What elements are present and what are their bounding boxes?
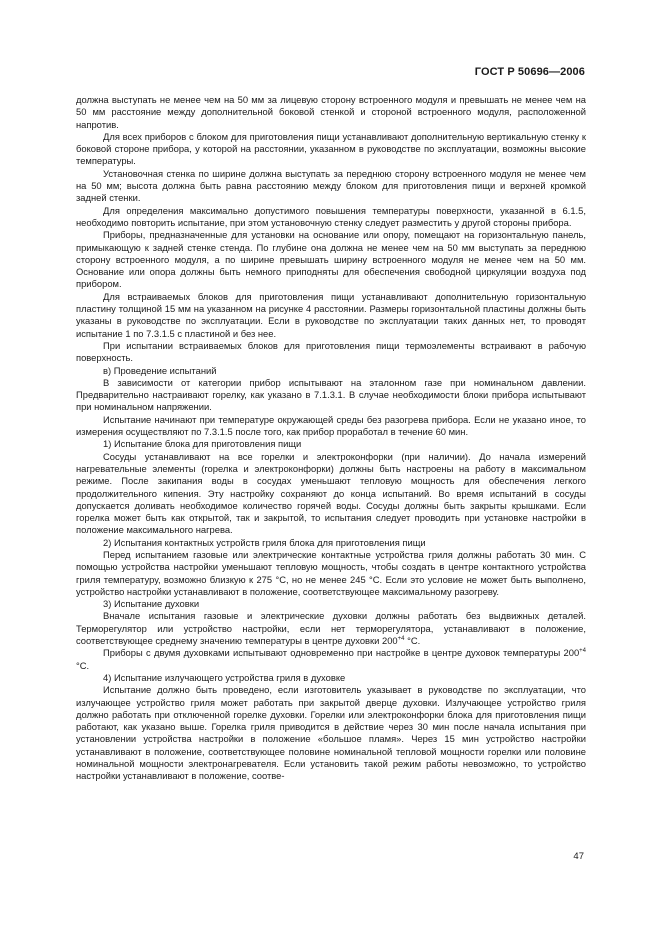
paragraph: Для встраиваемых блоков для приготовления пищи устанавливают дополнительную горизонтальную пластину толщиной 15 мм на указанном на рисунке 4 расстоянии. Размеры горизонтальной пластины должны быть указаны в руководстве по эксплуатации. Если в руководстве по эксплуатации таких данных нет, то проводят испытание 1 по 7.3.1.5 с пластиной и без нее. [76, 290, 586, 339]
temperature-tolerance: +4 [397, 635, 405, 642]
paragraph: При испытании встраиваемых блоков для приготовления пищи термоэлементы встраивают в рабочую поверхность. [76, 339, 586, 364]
paragraph-text: Вначале испытания газовые и электрические духовки должны работать без выдвижных деталей. Терморегулятор или устройство настройки, если нет терморегулятора, устанавливают в положение, соответствующее среднему значению температуры в центре духовки 200 [76, 610, 586, 647]
body-text [76, 94, 586, 783]
document-id: ГОСТ Р 50696—2006 [474, 66, 585, 78]
section-heading: 3) Испытание духовки [103, 598, 200, 610]
paragraph: Испытание начинают при температуре окружающей среды без разогрева прибора. Если не указано иное, то измерения осуществляют по 7.3.1.5 после того, как прибор проработал в течение 60 мин. [76, 413, 586, 438]
paragraph: Сосуды устанавливают на все горелки и электроконфорки (при наличии). До начала измерений нагревательные элементы (горелка и электроконфорки) должны быть настроены на работу в максимальном режиме. После закипания воды в сосудах уменьшают тепловую мощность для обеспечения легкого продолжительного кипения. Эту настройку сохраняют до конца испытаний. Во время испытаний в сосуды допускается доливать необходимое количество горячей воды. Сосуды должны быть закрыты крышками. Если горелка может быть как открытой, так и закрытой, то испытания следует проводить при установке настройки в положение максимального нагрева. [76, 450, 586, 536]
paragraph: Для всех приборов с блоком для приготовления пищи устанавливают дополнительную вертикальную стенку к боковой стороне прибора, у которой на расстоянии, указанном в руководстве по эксплуатации, возможны высокие температуры. [76, 130, 586, 167]
paragraph: должна выступать не менее чем на 50 мм за лицевую сторону встроенного модуля и превышать не менее чем на 50 мм расстояние между дополнительной боковой стенкой и стороной встроенного модуля, расположенной напротив. [76, 94, 586, 130]
section-heading: в) Проведение испытаний [103, 364, 217, 376]
paragraph: Установочная стенка по ширине должна выступать за переднюю сторону встроенного модуля не менее чем на 50 мм; высота должна быть равна расстоянию между блоком для приготовления пищи и верхней кромкой задней стенки. [76, 167, 586, 204]
paragraph: Испытание должно быть проведено, если изготовитель указывает в руководстве по эксплуатации, что излучающее устройство гриля может работать при закрытой дверце духовки. Излучающее устройство гриля должно работать при отключенной горелке духовки. Горелки или электроконфорки блока для приготовления пищи работают, как указано выше. Горелка гриля приводится в действие через 30 мин после начала испытания при установлении устройства настройки в положение «большое пламя». Через 15 мин устройство настройки устанавливают в положение, соответствующее половине номинальной тепловой мощности горелки или половине номинальной мощности электронагревателя. Если установить такой режим работы невозможно, то устройство настройки устанавливают в положение, соотве- [76, 684, 586, 782]
section-heading: 1) Испытание блока для приготовления пищи [103, 438, 302, 450]
paragraph: Перед испытанием газовые или электрические контактные устройства гриля должны работать 30 мин. С помощью устройства настройки уменьшают тепловую мощность, чтобы создать в центре контактного устройства гриля температуру, возможно близкую к 275 °С, но не менее 245 °С. Если это условие не может быть выполнено, устройство настройки устанавливают в положение, соответствующее максимальному разогреву. [76, 548, 586, 597]
temperature-tolerance: +4 [579, 648, 586, 655]
temperature-unit: °С. [404, 635, 421, 647]
paragraph-text: Приборы с двумя духовками испытывают одновременно при настройке в центре духовок температуры 200 [103, 647, 580, 659]
paragraph [76, 610, 586, 647]
paragraph: Для определения максимально допустимого повышения температуры поверхности, указанной в 6.1.5, необходимо повторить испытание, при этом установочную стенку следует разместить у другой стороны прибора. [76, 204, 586, 228]
section-heading: 2) Испытания контактных устройств гриля блока для приготовления пищи [103, 536, 426, 548]
paragraph: Приборы, предназначенные для установки на основание или опору, помещают на горизонтальную панель, примыкающую к задней стенке стенда. По глубине она должна не менее чем на 50 мм выступать за переднюю сторону встроенного модуля, а по ширине превышать ширину встроенного модуля не менее чем на 50 мм. Основание или опора должны быть немного приподняты для обеспечения свободной циркуляции воздуха под прибором. [76, 229, 586, 290]
paragraph: В зависимости от категории прибор испытывают на эталонном газе при номинальном давлении. Предварительно настраивают горелку, как указано в 7.1.3.1. В случае необходимости блоки прибора испытывают при номинальном напряжении. [76, 376, 586, 413]
page-number: 47 [573, 851, 584, 862]
section-heading: 4) Испытание излучающего устройства гриля в духовке [103, 671, 346, 683]
temperature-unit: °С. [76, 659, 90, 671]
paragraph [76, 647, 586, 672]
